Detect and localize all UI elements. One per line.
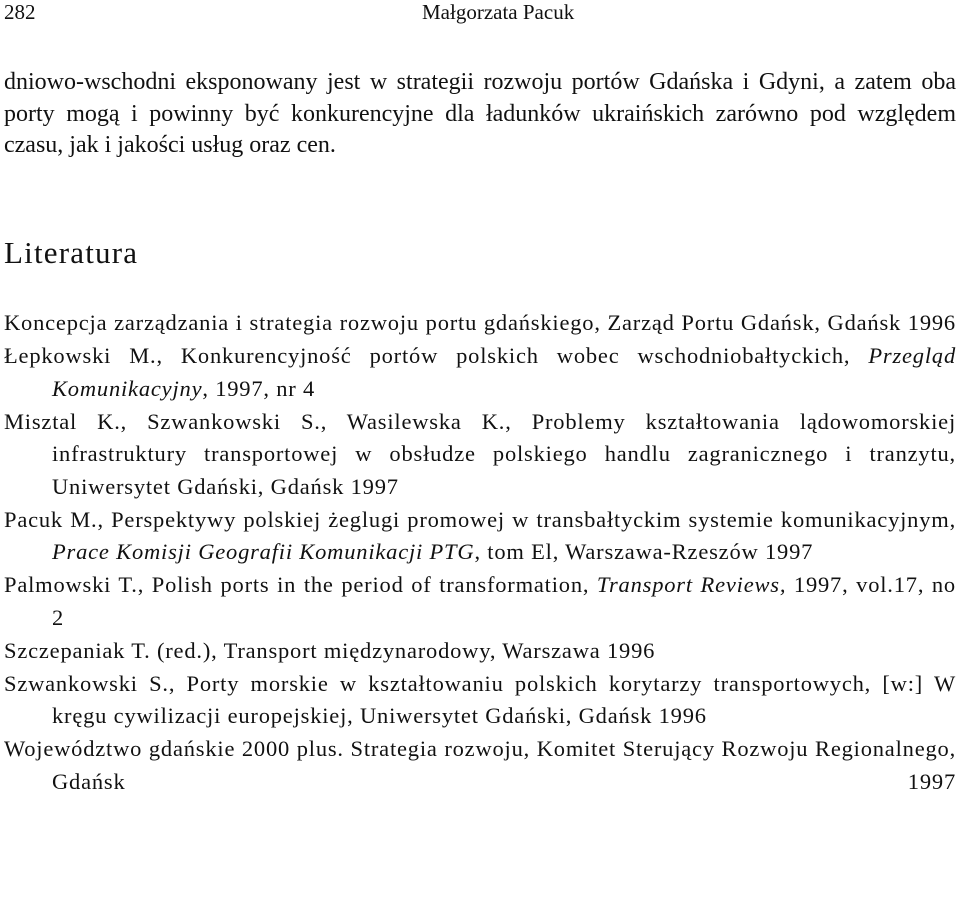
- reference-text: , Transport międzynarodowy, Warszawa 1996: [211, 637, 656, 663]
- reference-item: [4, 635, 956, 668]
- reference-item: [4, 406, 956, 504]
- reference-text: Województwo gdańskie 2000 plus. Strategia rozwoju, Komitet Sterujący Rozwoju Regionalnego, Gdańsk 1997: [4, 736, 956, 794]
- reference-item: [4, 733, 956, 798]
- section-title: Literatura: [4, 235, 139, 270]
- reference-details: , 1997, nr 4: [202, 375, 316, 401]
- body-paragraph: dniowo-wschodni eksponowany jest w strategii rozwoju portów Gdańska i Gdyni, a zatem oba porty mogą i powinny być konkurencyjne dla ładunków ukraińskich zarówno pod względem czasu, jak i jakości usług oraz cen.: [4, 69, 956, 158]
- reference-journal: Przegląd Komunikacyjny: [52, 343, 956, 401]
- reference-text: , Polish ports in the period of transformation,: [137, 572, 597, 597]
- reference-journal: Prace Komisji Geografii Komunikacji PTG: [52, 539, 475, 564]
- reference-author: Szczepaniak T. (red.): [4, 637, 212, 663]
- reference-item: [4, 668, 956, 733]
- page-number: 282: [4, 0, 36, 24]
- reference-author: Pacuk M.: [4, 506, 98, 532]
- reference-text: , Porty morskie w kształtowaniu polskich korytarzy transportowych, [w:] W kręgu cywilizacji europejskiej, Uniwersytet Gdański, Gdańsk 1996: [52, 670, 956, 728]
- reference-text: Koncepcja zarządzania i strategia rozwoju portu gdańskiego, Zarząd Portu Gdańsk, Gdańsk 1996: [4, 310, 956, 335]
- reference-item: [4, 307, 956, 340]
- reference-text: , Problemy kształtowania lądowomorskiej infrastruktury transportowej w obsłudze polskiego handlu zagranicznego i tranzytu, Uniwersytet Gdański, Gdańsk 1997: [52, 408, 956, 499]
- reference-details: , tom El, Warszawa-Rzeszów 1997: [474, 539, 814, 564]
- reference-text: , Konkurencyjność portów polskich wobec wschodniobałtyckich,: [156, 343, 869, 368]
- reference-text: , Perspektywy polskiej żeglugi promowej w transbałtyckim systemie komunikacyjnym,: [97, 506, 956, 532]
- reference-journal: Transport Reviews,: [596, 572, 787, 597]
- reference-item: [4, 569, 956, 634]
- reference-author: Palmowski T.: [4, 572, 138, 597]
- references-list: [4, 307, 956, 799]
- reference-item: [4, 340, 956, 405]
- running-head-author: Małgorzata Pacuk: [422, 0, 575, 24]
- reference-author: Szwankowski S.: [4, 670, 169, 696]
- page-header: [0, 0, 960, 28]
- reference-item: [4, 504, 956, 569]
- reference-author: Łepkowski M.: [4, 343, 157, 368]
- reference-details: 1997, vol.17, no 2: [52, 572, 956, 630]
- reference-author: Misztal K., Szwankowski S., Wasilewska K.: [4, 408, 506, 434]
